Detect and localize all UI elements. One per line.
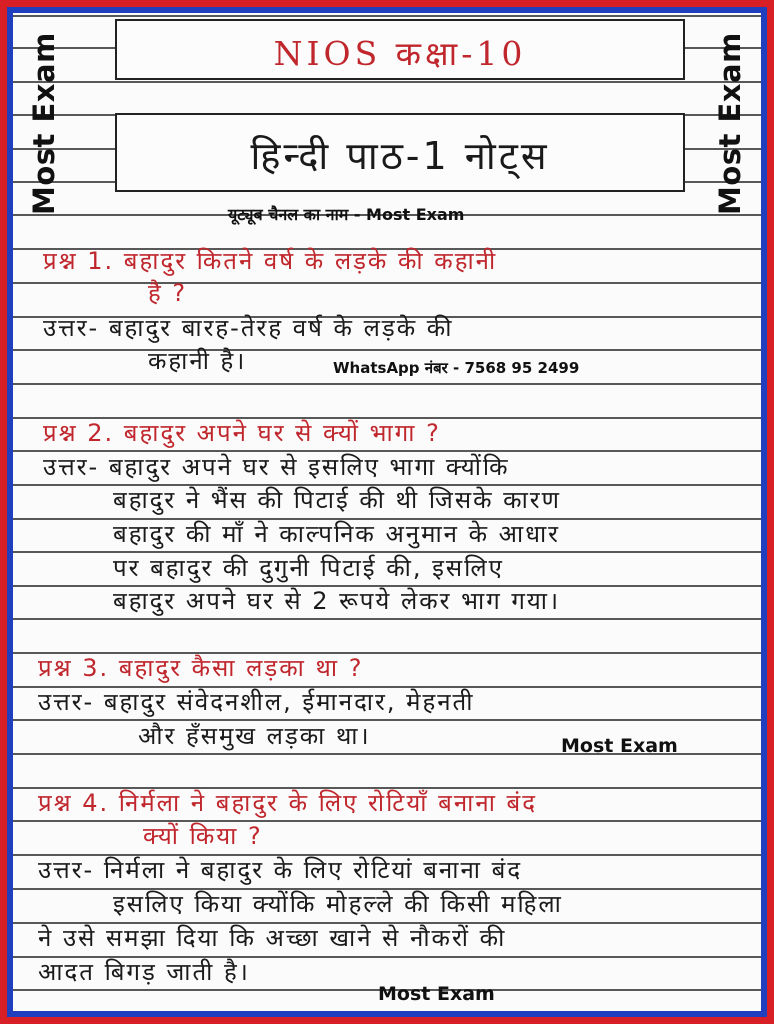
ruled-line bbox=[13, 618, 761, 620]
title-box-nios bbox=[115, 19, 685, 80]
youtube-channel-caption: यूट्यूब चैनल का नाम - Most Exam bbox=[228, 205, 465, 224]
answer-2-line-1: उत्तर- बहादुर अपने घर से इसलिए भागा क्योंकि bbox=[43, 453, 510, 481]
title-box-hindi-notes bbox=[115, 113, 685, 192]
title-nios-class: NIOS कक्षा-10 bbox=[273, 34, 527, 73]
question-4-line-1: प्रश्न 4. निर्मला ने बहादुर के लिए रोटियाँ बनाना बंद bbox=[38, 789, 537, 817]
question-1-line-1: प्रश्न 1. बहादुर कितने वर्ष के लड़के की कहानी bbox=[43, 247, 498, 275]
answer-2-line-4: पर बहादुर की दुगुनी पिटाई की, इसलिए bbox=[113, 554, 504, 582]
ruled-line bbox=[13, 383, 761, 385]
question-3: प्रश्न 3. बहादुर कैसा लड़का था ? bbox=[38, 654, 364, 682]
answer-1-line-2: कहानी है। bbox=[148, 347, 247, 375]
answer-4-line-2: इसलिए किया क्योंकि मोहल्ले की किसी महिला bbox=[113, 890, 563, 918]
answer-2-line-5: बहादुर अपने घर से 2 रूपये लेकर भाग गया। bbox=[113, 587, 561, 615]
notebook-page bbox=[13, 13, 761, 1011]
answer-2-line-3: बहादुर की माँ ने काल्पनिक अनुमान के आधार bbox=[113, 520, 561, 548]
ruled-line bbox=[13, 719, 761, 721]
ruled-line bbox=[13, 81, 761, 83]
side-watermark-right: Most Exam bbox=[713, 32, 747, 215]
answer-3-line-2: और हँसमुख लड़का था। bbox=[138, 722, 371, 750]
question-2: प्रश्न 2. बहादुर अपने घर से क्यों भागा ? bbox=[43, 419, 441, 447]
question-1-line-2: है ? bbox=[148, 279, 188, 307]
answer-4-line-3: ने उसे समझा दिया कि अच्छा खाने से नौकरों की bbox=[38, 924, 507, 952]
answer-3-line-1: उत्तर- बहादुर संवेदनशील, ईमानदार, मेहनती bbox=[38, 688, 475, 716]
whatsapp-caption: WhatsApp नंबर - 7568 95 2499 bbox=[333, 359, 580, 377]
side-watermark-left: Most Exam bbox=[27, 32, 61, 215]
answer-4-line-1: उत्तर- निर्मला ने बहादुर के लिए रोटियां बनाना बंद bbox=[38, 856, 523, 884]
title-hindi-notes: हिन्दी पाठ-1 नोट्स bbox=[250, 134, 550, 178]
answer-2-line-2: बहादुर ने भैंस की पिटाई की थी जिसके कारण bbox=[113, 486, 561, 514]
answer-1-line-1: उत्तर- बहादुर बारह-तेरह वर्ष के लड़के की bbox=[43, 314, 454, 342]
ruled-line bbox=[13, 15, 761, 17]
question-4-line-2: क्यों किया ? bbox=[143, 822, 263, 850]
ruled-line bbox=[13, 282, 761, 284]
answer-4-line-4: आदत बिगड़ जाती है। bbox=[38, 958, 250, 986]
ruled-line bbox=[13, 820, 761, 822]
ruled-line bbox=[13, 349, 761, 351]
mid-watermark: Most Exam bbox=[561, 735, 678, 757]
bottom-watermark: Most Exam bbox=[378, 983, 495, 1005]
